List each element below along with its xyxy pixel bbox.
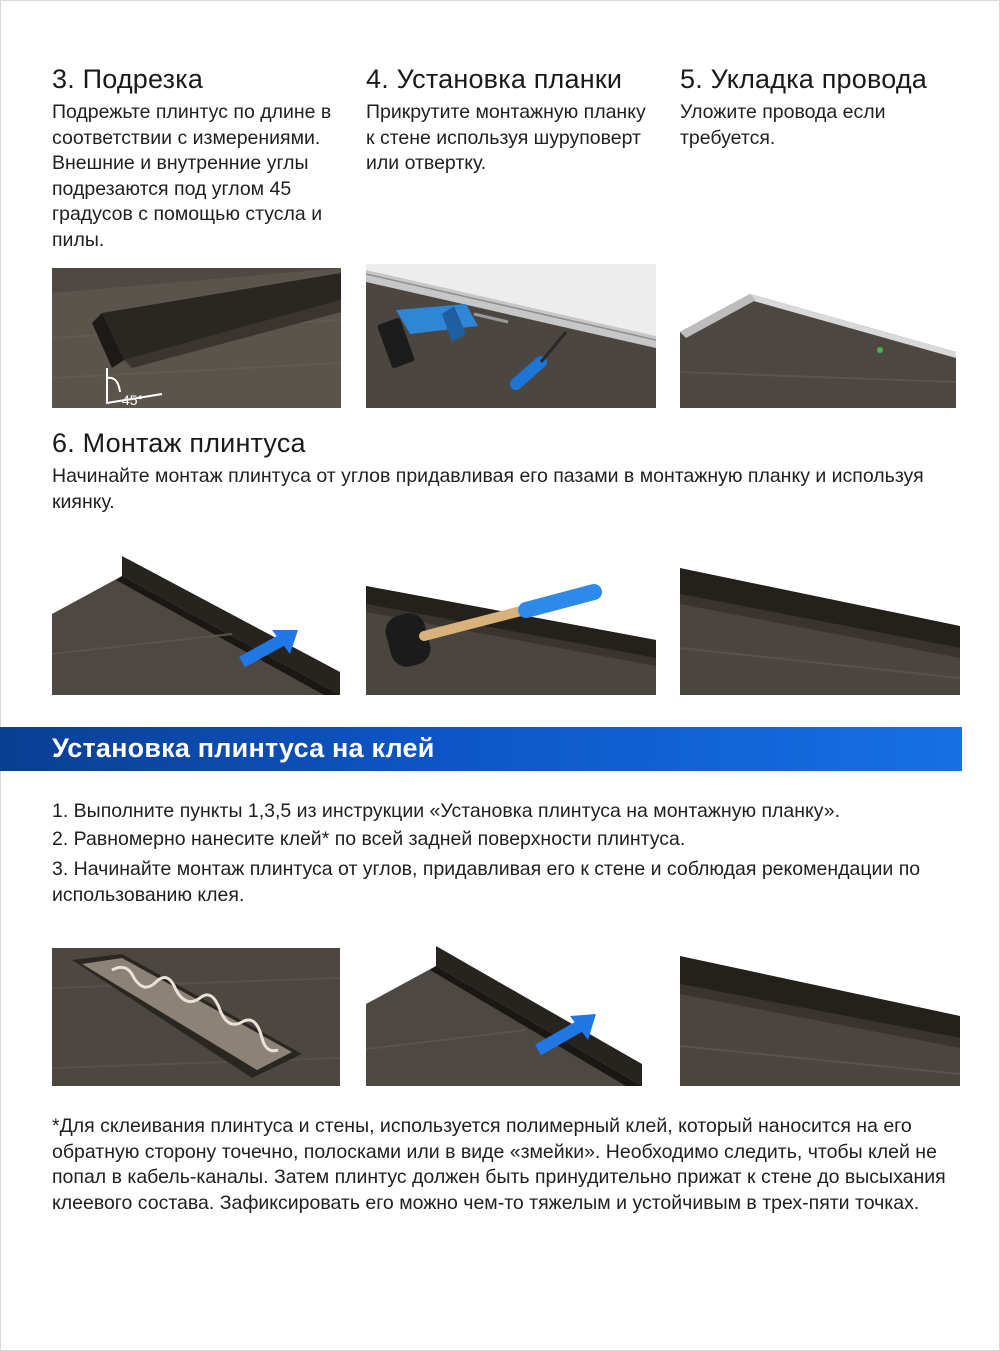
photo-screwing-rail — [366, 264, 656, 408]
photo-glued-plinth-installed — [680, 956, 960, 1086]
step-6-text: Начинайте монтаж плинтуса от углов придавливая его пазами в монтажную планку и используя киянку. — [52, 465, 924, 513]
glue-instruction-2: 2. Равномерно нанесите клей* по всей задней поверхности плинтуса. — [52, 828, 686, 850]
step-3-text: Подрежьте плинтус по длине в соответствии с измерениями. Внешние и внутренние углы подрезаются под углом 45 градусов с помощью стусла и пилы. — [52, 101, 332, 251]
step-6-title: 6. Монтаж плинтуса — [52, 428, 306, 458]
step-5-text: Уложите провода если требуется. — [680, 101, 886, 149]
photo-press-plinth — [52, 554, 340, 695]
photo-glue-applied — [52, 948, 340, 1086]
photo-cutting-corner — [52, 268, 341, 408]
glue-section-title: Установка плинтуса на клей — [52, 733, 435, 763]
photo-mallet — [366, 580, 656, 695]
photo-plinth-installed — [680, 568, 960, 695]
photo-press-glued-plinth — [366, 944, 642, 1086]
glue-instruction-3: 3. Начинайте монтаж плинтуса от углов, придавливая его к стене и соблюдая рекомендации по использованию клея. — [52, 858, 921, 906]
glue-instruction-1: 1. Выполните пункты 1,3,5 из инструкции «Установка плинтуса на монтажную планку». — [52, 800, 841, 822]
step-3-title: 3. Подрезка — [52, 64, 204, 94]
step-4-title: 4. Установка планки — [366, 64, 623, 94]
photo-laying-wire — [680, 292, 956, 408]
step-4-text: Прикрутите монтажную планку к стене используя шуруповерт или отвертку. — [366, 101, 646, 174]
angle-label: 45° — [122, 392, 144, 408]
step-5-title: 5. Укладка провода — [680, 64, 928, 94]
glue-footnote: *Для склеивания плинтуса и стены, используется полимерный клей, который наносится на его обратную сторону точечно, полосками или в виде «змейки». Необходимо следить, чтобы клей не попал в кабель-каналы. Затем плинтус должен быть принудительно прижат к стене до высыхания клеевого состава. Зафиксировать его можно чем-то тяжелым и устойчивым в трех-пяти точках. — [52, 1115, 946, 1214]
glue-section-banner — [0, 727, 962, 771]
